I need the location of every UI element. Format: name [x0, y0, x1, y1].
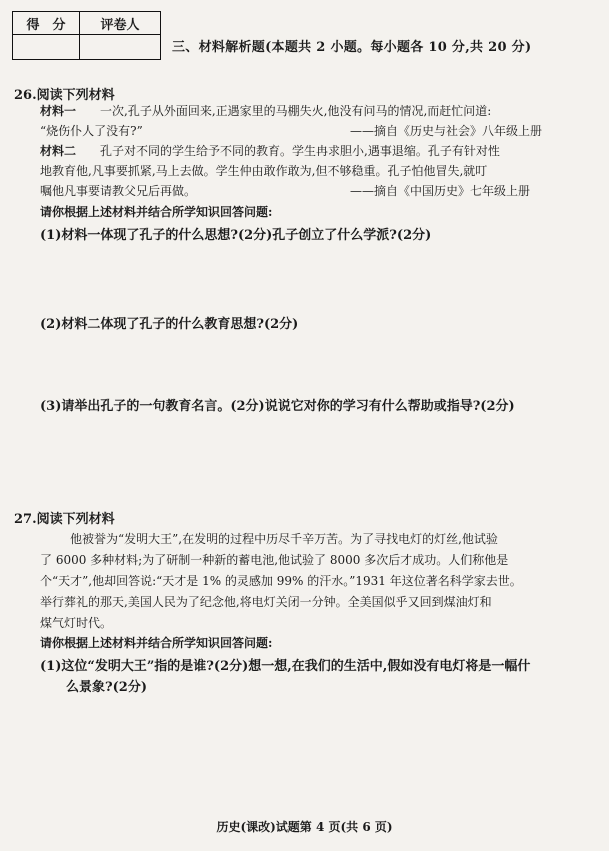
q26-material2-line2: 地教育他,凡事要抓紧,马上去做。学生仲由敢作敢为,但不够稳重。孔子怕他冒失,就叮: [40, 164, 488, 178]
q26-material1-line2: “烧伤仆人了没有?”: [40, 124, 143, 138]
material2-label: 材料二: [40, 144, 77, 158]
grader-header: 评卷人: [80, 12, 161, 35]
q26-sub2: (2)材料二体现了孔子的什么教育思想?(2分): [40, 317, 299, 332]
material1-label: 材料一: [40, 104, 77, 118]
score-table: [12, 11, 161, 60]
page-footer: 历史(课改)试题第 4 页(共 6 页): [216, 820, 393, 834]
q27-para-line3: 个“天才”,他却回答说:“天才是 1% 的灵感加 99% 的汗水。”1931 年这位著名科学家去世。: [40, 574, 522, 588]
q27-para-line5: 煤气灯时代。: [40, 616, 113, 630]
q27-para-line4: 举行葬礼的那天,美国人民为了纪念他,将电灯关闭一分钟。全美国似乎又回到煤油灯和: [40, 595, 492, 609]
q26-sub3: (3)请举出孔子的一句教育名言。(2分)说说它对你的学习有什么帮助或指导?(2分): [40, 399, 515, 414]
q27-sub1-line1: (1)这位“发明大王”指的是谁?(2分)想一想,在我们的生活中,假如没有电灯将是一幅什: [40, 659, 531, 674]
grader-cell[interactable]: [80, 35, 161, 60]
q27-para-line2: 了 6000 多种材料;为了研制一种新的蓄电池,他试验了 8000 多次后才成功。人们称他是: [40, 553, 509, 567]
q27-title: 27.阅读下列材料: [14, 512, 115, 527]
q27-sub1-line2: 么景象?(2分): [66, 680, 147, 695]
q26-material2-line1: [40, 142, 500, 159]
q26-material1-source: ——摘自《历史与社会》八年级上册: [350, 124, 543, 138]
material2-text: 孔子对不同的学生给予不同的教育。学生冉求胆小,遇事退缩。孔子有针对性: [100, 144, 500, 158]
score-cell[interactable]: [13, 35, 80, 60]
q26-prompt: 请你根据上述材料并结合所学知识回答问题:: [40, 205, 273, 219]
q26-material2-source: ——摘自《中国历史》七年级上册: [350, 184, 531, 198]
q27-para-line1: 他被誉为“发明大王”,在发明的过程中历尽千辛万苦。为了寻找电灯的灯丝,他试验: [70, 532, 498, 546]
q26-title: 26.阅读下列材料: [14, 88, 115, 103]
score-header: 得 分: [13, 12, 80, 35]
q26-sub1: (1)材料一体现了孔子的什么思想?(2分)孔子创立了什么学派?(2分): [40, 228, 432, 243]
section-title: 三、材料解析题(本题共 2 小题。每小题各 10 分,共 20 分): [172, 40, 532, 55]
q26-material2-line3: 嘱他凡事要请教父兄后再做。: [40, 184, 197, 198]
material1-text: 一次,孔子从外面回来,正遇家里的马棚失火,他没有问马的情况,而赶忙问道:: [100, 104, 492, 118]
q27-prompt: 请你根据上述材料并结合所学知识回答问题:: [40, 636, 273, 650]
q26-material1-line1: [40, 102, 491, 119]
